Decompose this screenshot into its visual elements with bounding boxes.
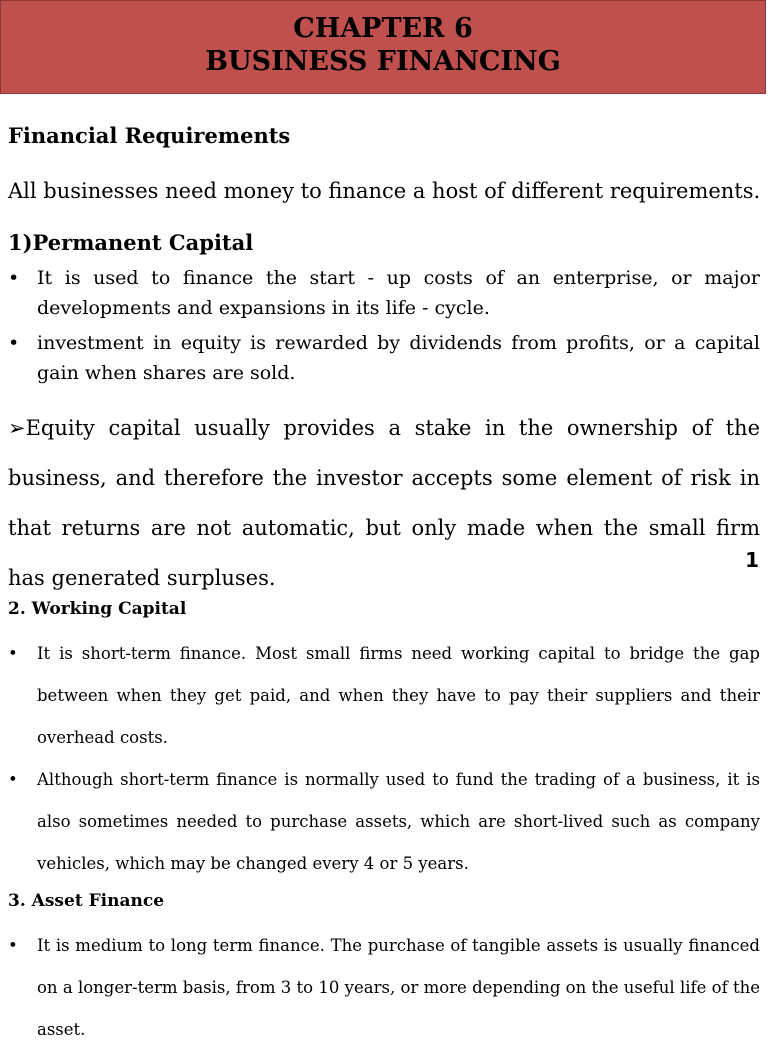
financial-requirements-heading: Financial Requirements [8, 123, 291, 148]
asset-finance-heading: 3. Asset Finance [8, 891, 165, 911]
list-item-text: Although short-term finance is normally used to fund the trading of a business, it is also sometimes needed to purchase assets, which are short-lived such as company vehicles, which may be changed every 4 or 5 years. [37, 770, 760, 873]
list-item-text: It is medium to long term finance. The purchase of tangible assets is usually financed on a longer-term basis, from 3 to 10 years, or more depending on the useful life of the asset. [37, 936, 760, 1039]
chapter-number: CHAPTER 6 [293, 13, 473, 44]
asset-finance-list [8, 925, 760, 1039]
permanent-capital-heading: 1)Permanent Capital [8, 230, 254, 255]
list-item [8, 633, 760, 759]
chapter-title: BUSINESS FINANCING [205, 46, 561, 77]
bullet-icon: • [8, 644, 18, 663]
chapter-header [0, 0, 766, 94]
equity-capital-paragraph: ➢Equity capital usually provides a stake in the ownership of the business, and therefore the investor accepts some element of risk in that returns are not automatic, but only made when the small firm has generated surpluses. [8, 416, 760, 590]
list-item [8, 263, 760, 323]
intro-text: All businesses need money to finance a host of different requirements. [8, 179, 761, 203]
list-item [8, 328, 760, 388]
permanent-capital-list [8, 263, 760, 388]
list-item-text: It is short-term finance. Most small firms need working capital to bridge the gap between when they get paid, and when they have to pay their suppliers and their overhead costs. [37, 644, 760, 747]
list-item-text: It is used to finance the start - up costs of an enterprise, or major developments and expansions in its life - cycle. [37, 267, 760, 319]
page-number: 1 [745, 548, 759, 572]
bullet-icon: • [8, 332, 20, 354]
list-item [8, 925, 760, 1051]
working-capital-list [8, 633, 760, 885]
list-item [8, 759, 760, 885]
bullet-icon: • [8, 267, 20, 289]
bullet-icon: • [8, 936, 18, 955]
bullet-icon: • [8, 770, 18, 789]
list-item-text: investment in equity is rewarded by dividends from profits, or a capital gain when shares are sold. [37, 332, 760, 384]
working-capital-heading: 2. Working Capital [8, 599, 187, 619]
